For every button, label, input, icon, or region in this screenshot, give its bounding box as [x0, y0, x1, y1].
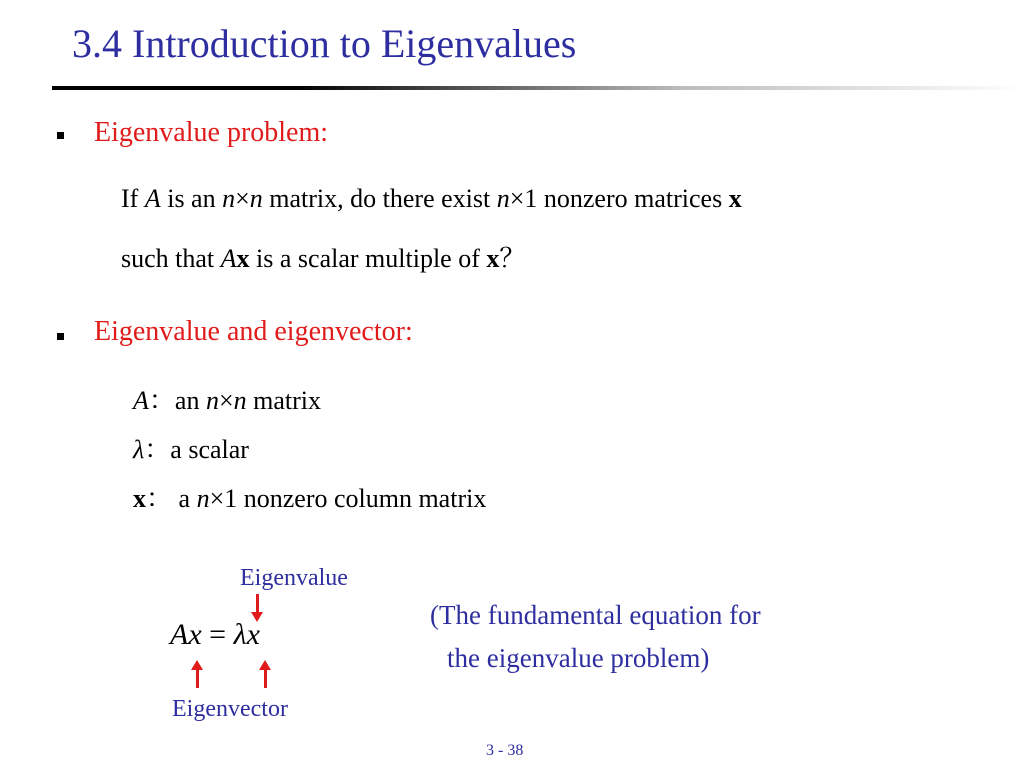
text: matrix	[246, 386, 321, 415]
up-arrow-icon	[196, 668, 199, 688]
text: If	[121, 184, 145, 213]
text: a scalar	[170, 435, 249, 464]
text: such that	[121, 244, 221, 273]
definition-A	[133, 380, 321, 417]
eigenvalue-label: Eigenvalue	[240, 565, 348, 591]
text: 1 nonzero column matrix	[224, 484, 487, 513]
up-arrow-icon	[264, 668, 267, 688]
text: a	[172, 484, 197, 513]
matrix-symbol: A	[220, 244, 237, 273]
definition-x	[133, 478, 486, 515]
matrix-symbol: A	[144, 184, 161, 213]
vector-symbol: x	[133, 484, 146, 513]
problem-line-2	[121, 238, 525, 275]
text: is a scalar multiple of	[249, 244, 487, 273]
times-symbol: ×	[209, 484, 225, 513]
definition-lambda	[133, 429, 249, 466]
eigenvector-label: Eigenvector	[172, 696, 288, 722]
times-symbol: ×	[235, 184, 250, 213]
problem-line-1	[121, 184, 742, 214]
vector-symbol: x	[486, 244, 500, 273]
note-line-2: the eigenvalue problem)	[447, 643, 710, 673]
page-number: 3 - 38	[486, 742, 524, 759]
vector-symbol: x	[246, 618, 260, 651]
note-line-1: (The fundamental equation for	[430, 600, 761, 630]
colon: ：	[144, 435, 171, 464]
times-symbol: ×	[218, 386, 234, 415]
bullet-heading-problem: Eigenvalue problem:	[94, 117, 329, 148]
n-symbol: n	[222, 184, 236, 213]
vector-symbol: x	[188, 618, 202, 651]
times-symbol: ×	[509, 184, 525, 213]
n-symbol: n	[196, 484, 210, 513]
colon: ：	[146, 484, 173, 513]
vector-symbol: x	[236, 244, 250, 273]
n-symbol: n	[496, 184, 510, 213]
bullet-marker	[57, 333, 64, 340]
text: an	[174, 386, 206, 415]
n-symbol: n	[205, 386, 219, 415]
matrix-symbol: A	[133, 386, 149, 415]
lambda-symbol: λ	[233, 618, 247, 651]
lambda-symbol: λ	[133, 435, 145, 464]
down-arrow-icon	[256, 594, 259, 614]
equals-sign: =	[201, 618, 234, 651]
bullet-heading-eigen: Eigenvalue and eigenvector:	[94, 316, 413, 347]
vector-symbol: x	[728, 184, 742, 213]
slide-title: 3.4 Introduction to Eigenvalues	[72, 21, 577, 66]
title-divider	[52, 86, 1024, 90]
matrix-symbol: A	[170, 618, 189, 651]
n-symbol: n	[249, 184, 263, 213]
text: is an	[160, 184, 223, 213]
question-mark: ？	[499, 244, 526, 273]
text: 1 nonzero matrices	[524, 184, 729, 213]
n-symbol: n	[233, 386, 247, 415]
colon: ：	[148, 386, 175, 415]
text: matrix, do there exist	[262, 184, 497, 213]
bullet-marker	[57, 132, 64, 139]
fundamental-equation	[170, 618, 260, 652]
